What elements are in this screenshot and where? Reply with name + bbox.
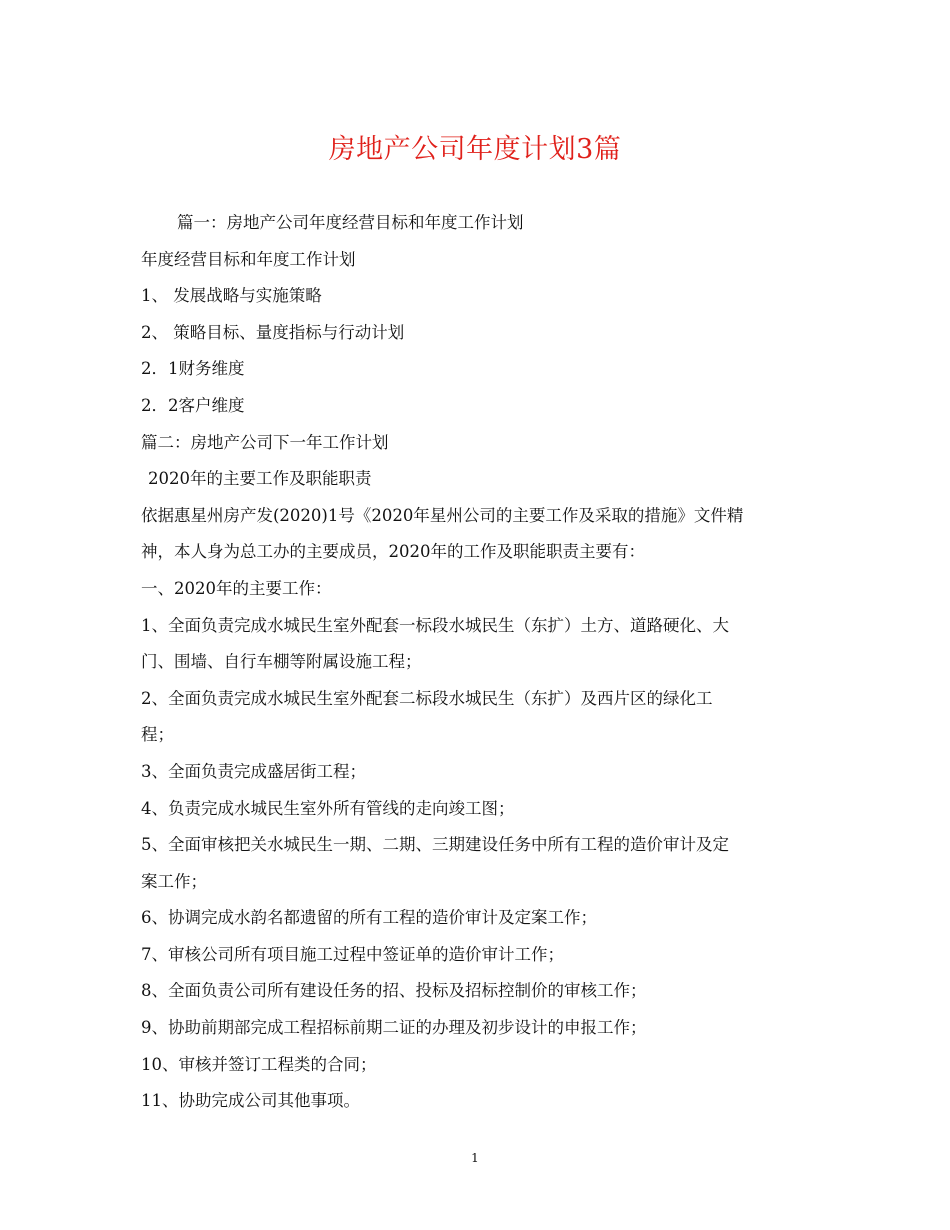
list-item: 2、全面负责完成水城民生室外配套二标段水城民生（东扩）及西片区的绿化工 — [141, 688, 713, 708]
list-item: 9、协助前期部完成工程招标前期二证的办理及初步设计的申报工作； — [141, 1018, 647, 1038]
list-item: 2．1财务维度 — [141, 359, 245, 379]
section-heading-2: 篇二：房地产公司下一年工作计划 — [141, 432, 389, 452]
list-item: 4、负责完成水城民生室外所有管线的走向竣工图； — [141, 798, 515, 818]
document-title: 房地产公司年度计划3篇 — [328, 134, 622, 165]
list-item: 3、全面负责完成盛居街工程； — [141, 761, 366, 781]
paragraph-line: 神，本人身为总工办的主要成员，2020年的工作及职能职责主要有： — [141, 542, 645, 562]
list-item: 10、审核并签订工程类的合同； — [141, 1054, 377, 1074]
list-item: 1、 发展战略与实施策略 — [141, 286, 322, 306]
paragraph-line: 年度经营目标和年度工作计划 — [141, 249, 356, 269]
list-item: 11、协助完成公司其他事项。 — [141, 1091, 360, 1111]
document-body — [141, 205, 813, 1120]
list-item-continued: 门、围墙、自行车棚等附属设施工程； — [141, 652, 422, 672]
list-item-continued: 程； — [141, 725, 174, 745]
list-item: 1、全面负责完成水城民生室外配套一标段水城民生（东扩）土方、道路硬化、大 — [141, 615, 729, 635]
list-item: 8、全面负责公司所有建设任务的招、投标及招标控制价的审核工作； — [141, 981, 647, 1001]
list-item-continued: 案工作； — [141, 871, 207, 891]
list-item: 2、 策略目标、量度指标与行动计划 — [141, 322, 405, 342]
page-number: 1 — [471, 1151, 479, 1165]
list-item: 7、审核公司所有项目施工过程中签证单的造价审计工作； — [141, 944, 564, 964]
paragraph-line: 2020年的主要工作及职能职责 — [148, 469, 372, 489]
list-item: 6、协调完成水韵名都遗留的所有工程的造价审计及定案工作； — [141, 908, 597, 928]
section-heading-1: 篇一：房地产公司年度经营目标和年度工作计划 — [177, 213, 524, 232]
list-item: 5、全面审核把关水城民生一期、二期、三期建设任务中所有工程的造价审计及定 — [141, 835, 729, 855]
paragraph-line: 一、2020年的主要工作： — [141, 578, 332, 598]
list-item: 2．2客户维度 — [141, 395, 245, 415]
paragraph-line: 依据惠星州房产发(2020)1号《2020年星州公司的主要工作及采取的措施》文件精 — [141, 505, 744, 525]
